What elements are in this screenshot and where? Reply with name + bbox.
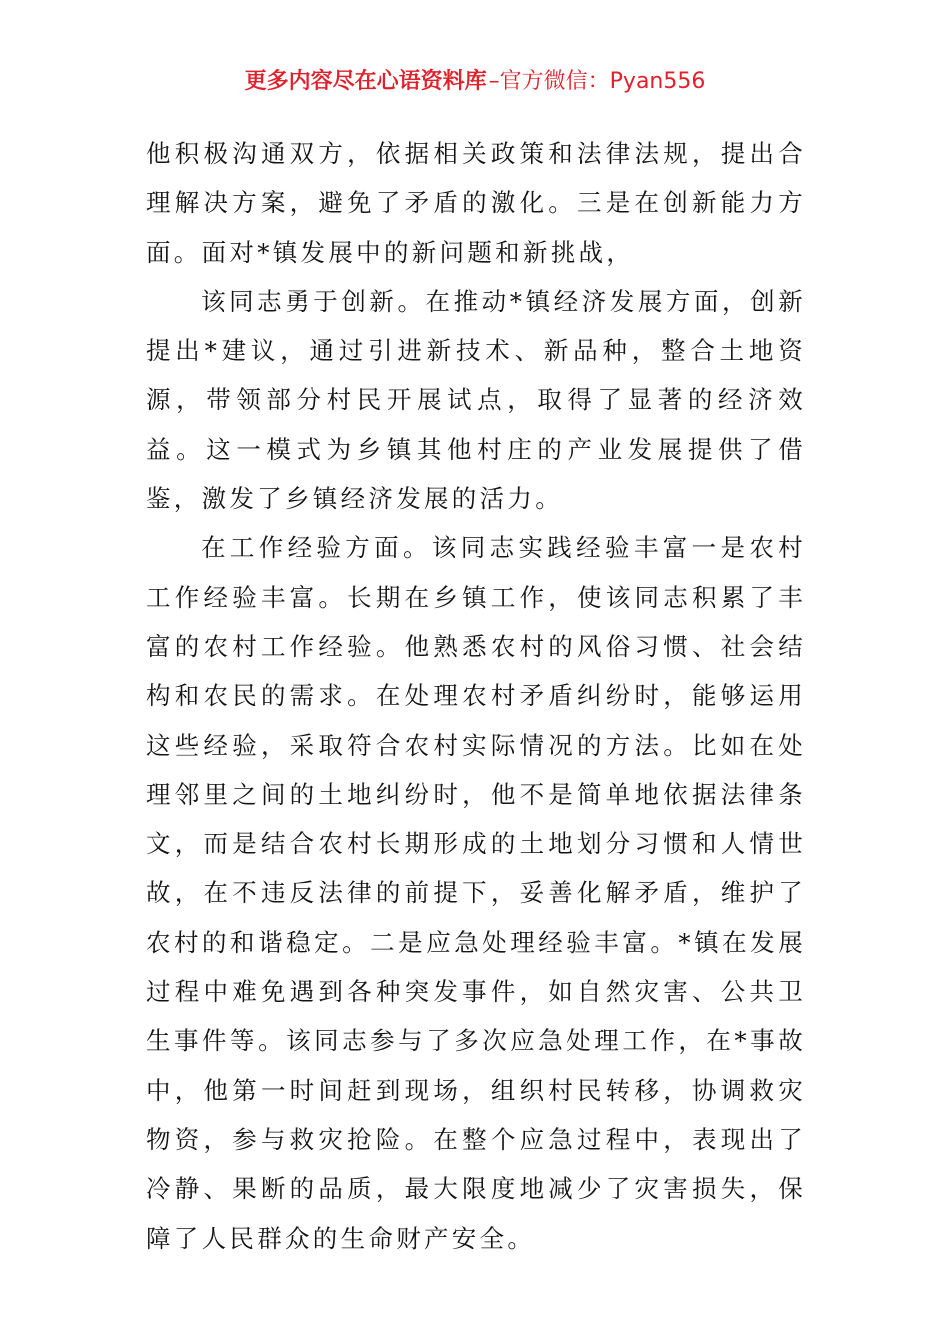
paragraph-2: 该同志勇于创新。在推动*镇经济发展方面，创新提出*建议，通过引进新技术、新品种，整合土地资源，带领部分村民开展试点，取得了显著的经济效益。这一模式为乡镇其他村庄的产业发展提供了借鉴，激发了乡镇经济发展的活力。 (146, 286, 806, 514)
header-wechat: –官方微信：Pyan556 (488, 69, 706, 94)
paragraph-1: 他积极沟通双方，依据相关政策和法律法规，提出合理解决方案，避免了矛盾的激化。三是在创新能力方面。面对*镇发展中的新问题和新挑战， (146, 139, 806, 267)
header-title: 更多内容尽在心语资料库 (244, 69, 487, 94)
document-body (146, 129, 806, 1263)
paragraph-3: 在工作经验方面。该同志实践经验丰富一是农村工作经验丰富。长期在乡镇工作，使该同志积累了丰富的农村工作经验。他熟悉农村的风俗习惯、社会结构和农民的需求。在处理农村矛盾纠纷时，能够运用这些经验，采取符合农村实际情况的方法。比如在处理邻里之间的土地纠纷时，他不是简单地依据法律条文，而是结合农村长期形成的土地划分习惯和人情世故，在不违反法律的前提下，妥善化解矛盾，维护了农村的和谐稳定。二是应急处理经验丰富。*镇在发展过程中难免遇到各种突发事件，如自然灾害、公共卫生事件等。该同志参与了多次应急处理工作，在*事故中，他第一时间赶到现场，组织村民转移，协调救灾物资，参与救灾抢险。在整个应急过程中，表现出了冷静、果断的品质，最大限度地减少了灾害损失，保障了人民群众的生命财产安全。 (146, 533, 806, 1253)
page-header (0, 64, 950, 100)
